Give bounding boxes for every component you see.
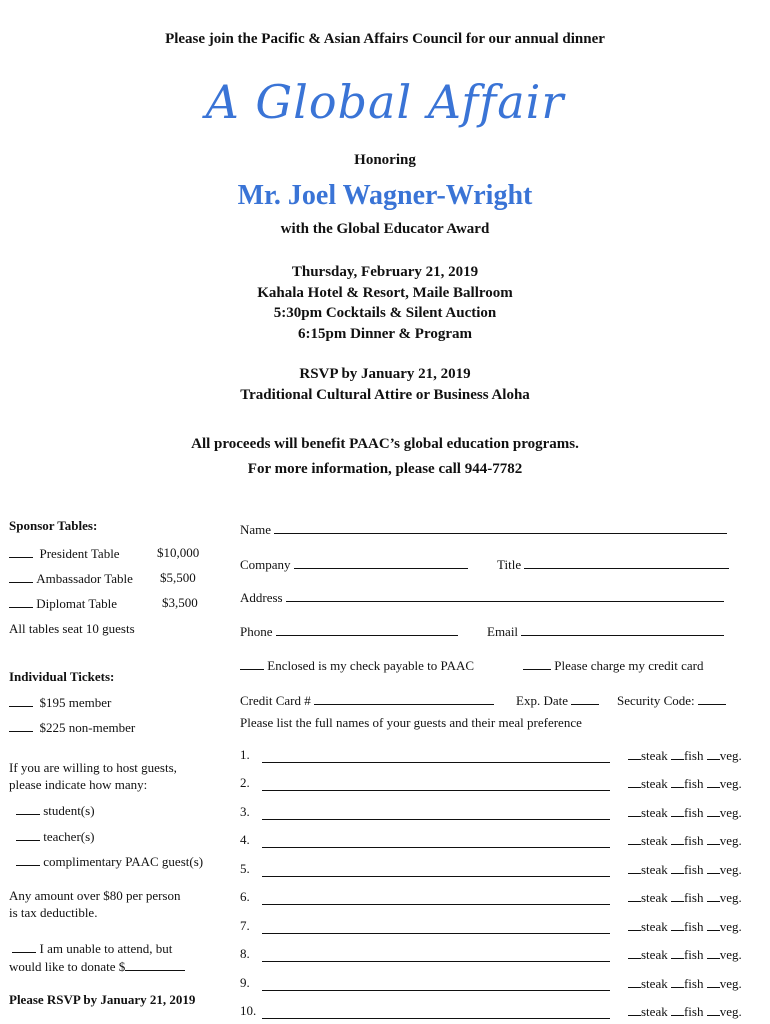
meal-checkbox[interactable] [707, 975, 720, 988]
meal-preference[interactable] [628, 775, 742, 792]
meal-checkbox[interactable] [707, 832, 720, 845]
company-label: Company [240, 557, 291, 572]
host-option[interactable] [16, 853, 203, 870]
sponsor-label: President Table [39, 546, 120, 561]
donate-amount-label: would like to donate $ [9, 959, 126, 974]
title-field[interactable] [497, 556, 729, 573]
sponsor-option[interactable] [9, 545, 120, 562]
sponsor-label: Diplomat Table [36, 596, 118, 611]
card-number-field[interactable] [240, 692, 494, 709]
host-prompt-2: please indicate how many: [9, 777, 148, 792]
email-field[interactable] [487, 623, 724, 640]
security-label: Security Code: [617, 693, 695, 708]
meal-preference[interactable] [628, 861, 742, 878]
ticket-option[interactable] [9, 719, 135, 736]
sponsor-price: $10,000 [157, 545, 200, 560]
event-title: A Global Affair [205, 75, 565, 129]
meal-checkbox[interactable] [671, 832, 684, 845]
check-option[interactable] [240, 657, 474, 674]
invite-line: Please join the Pacific & Asian Affairs Council for our annual dinner [165, 31, 605, 47]
meal-checkbox[interactable] [671, 775, 684, 788]
meal-label: veg. [719, 1004, 742, 1019]
meal-preference[interactable] [628, 946, 742, 963]
meal-label: steak [641, 776, 668, 791]
phone-label: Phone [240, 624, 273, 639]
meal-label: veg. [719, 919, 742, 934]
meal-checkbox[interactable] [628, 946, 641, 959]
guest-name-field[interactable] [262, 875, 610, 877]
meal-preference[interactable] [628, 1003, 742, 1020]
host-option[interactable] [16, 802, 95, 819]
meal-checkbox[interactable] [671, 804, 684, 817]
company-field[interactable] [240, 556, 468, 573]
host-option[interactable] [16, 828, 95, 845]
meal-label: veg. [719, 805, 742, 820]
meal-preference[interactable] [628, 975, 742, 992]
ticket-label: $195 member [39, 695, 112, 710]
host-label: student(s) [43, 803, 95, 818]
meal-label: steak [641, 1004, 668, 1019]
meal-label: veg. [719, 947, 742, 962]
donate-option[interactable] [9, 940, 172, 957]
meal-label: steak [641, 947, 668, 962]
sponsor-label: Ambassador Table [36, 571, 133, 586]
check-label: Enclosed is my check payable to PAAC [267, 658, 475, 673]
tax-note-2: is tax deductible. [9, 905, 98, 920]
meal-checkbox[interactable] [671, 975, 684, 988]
address-field[interactable] [240, 589, 724, 606]
meal-checkbox[interactable] [671, 861, 684, 874]
sponsor-heading: Sponsor Tables: [9, 518, 98, 533]
email-label: Email [487, 624, 519, 639]
guest-number: 2. [240, 775, 250, 790]
meal-checkbox[interactable] [707, 747, 720, 760]
meal-label: fish [683, 776, 704, 791]
meal-checkbox[interactable] [628, 861, 641, 874]
credit-option[interactable] [523, 657, 703, 674]
address-label: Address [240, 590, 283, 605]
seat-note: All tables seat 10 guests [9, 621, 135, 636]
event-cocktails: 5:30pm Cocktails & Silent Auction [273, 305, 497, 321]
guest-name-field[interactable] [262, 846, 610, 848]
meal-label: steak [641, 805, 668, 820]
guest-number: 1. [240, 747, 250, 762]
credit-label: Please charge my credit card [554, 658, 704, 673]
honoring-label: Honoring [354, 152, 416, 168]
ticket-label: $225 non-member [39, 720, 136, 735]
meal-label: veg. [719, 833, 742, 848]
guest-name-field[interactable] [262, 932, 610, 934]
guest-number: 8. [240, 946, 250, 961]
meal-checkbox[interactable] [671, 946, 684, 959]
meal-checkbox[interactable] [707, 889, 720, 902]
individual-heading: Individual Tickets: [9, 669, 115, 684]
security-code-field[interactable] [617, 692, 726, 709]
attire: Traditional Cultural Attire or Business Aloha [240, 386, 530, 403]
info-line: For more information, please call 944-7782 [247, 461, 523, 477]
rsvp-note: Please RSVP by January 21, 2019 [9, 992, 196, 1007]
phone-field[interactable] [240, 623, 458, 640]
proceeds-info [0, 432, 770, 482]
honoree-name: Mr. Joel Wagner-Wright [237, 180, 533, 211]
meal-label: fish [683, 919, 704, 934]
meal-checkbox[interactable] [628, 747, 641, 760]
meal-label: fish [683, 805, 704, 820]
guest-number: 9. [240, 975, 250, 990]
meal-label: veg. [719, 862, 742, 877]
meal-checkbox[interactable] [628, 918, 641, 931]
meal-checkbox[interactable] [671, 918, 684, 931]
meal-preference[interactable] [628, 889, 742, 906]
meal-checkbox[interactable] [671, 1003, 684, 1016]
event-date: Thursday, February 21, 2019 [291, 264, 479, 280]
meal-checkbox[interactable] [628, 804, 641, 817]
name-field[interactable] [240, 521, 727, 538]
exp-label: Exp. Date [516, 693, 568, 708]
donate-amount[interactable] [9, 958, 185, 975]
meal-label: steak [641, 976, 668, 991]
title-label: Title [497, 557, 522, 572]
meal-checkbox[interactable] [628, 1003, 641, 1016]
meal-label: steak [641, 919, 668, 934]
rsvp-info [0, 364, 770, 405]
meal-label: fish [683, 890, 704, 905]
donate-label: I am unable to attend, but [39, 941, 173, 956]
meal-label: fish [683, 862, 704, 877]
meal-label: steak [641, 748, 668, 763]
meal-checkbox[interactable] [628, 775, 641, 788]
guest-number: 4. [240, 832, 250, 847]
meal-preference[interactable] [628, 918, 742, 935]
guest-name-field[interactable] [262, 989, 610, 991]
meal-checkbox[interactable] [707, 804, 720, 817]
guest-number: 3. [240, 804, 250, 819]
meal-label: fish [683, 947, 704, 962]
meal-label: veg. [719, 776, 742, 791]
guest-name-field[interactable] [262, 903, 610, 905]
meal-label: veg. [719, 748, 742, 763]
meal-checkbox[interactable] [628, 832, 641, 845]
ticket-option[interactable] [9, 694, 111, 711]
meal-preference[interactable] [628, 804, 742, 821]
name-label: Name [240, 522, 272, 537]
meal-preference[interactable] [628, 747, 742, 764]
meal-checkbox[interactable] [628, 889, 641, 902]
meal-checkbox[interactable] [671, 747, 684, 760]
rsvp-date: RSVP by January 21, 2019 [299, 366, 471, 382]
meal-checkbox[interactable] [707, 861, 720, 874]
card-label: Credit Card # [240, 693, 311, 708]
sponsor-option[interactable] [9, 570, 133, 587]
guest-number: 6. [240, 889, 250, 904]
host-label: complimentary PAAC guest(s) [43, 854, 204, 869]
meal-label: fish [683, 833, 704, 848]
guest-name-field[interactable] [262, 960, 610, 962]
meal-checkbox[interactable] [707, 1003, 720, 1016]
meal-label: steak [641, 862, 668, 877]
guests-instruction: Please list the full names of your guests and their meal preference [240, 715, 582, 730]
event-details [0, 262, 770, 344]
meal-preference[interactable] [628, 832, 742, 849]
meal-label: steak [641, 833, 668, 848]
event-venue: Kahala Hotel & Resort, Maile Ballroom [257, 284, 513, 301]
award-line: with the Global Educator Award [280, 221, 490, 237]
meal-label: veg. [719, 976, 742, 991]
meal-checkbox[interactable] [707, 946, 720, 959]
event-dinner: 6:15pm Dinner & Program [297, 325, 472, 342]
meal-checkbox[interactable] [707, 775, 720, 788]
sponsor-price: $5,500 [160, 570, 196, 585]
meal-label: fish [683, 748, 704, 763]
meal-checkbox[interactable] [671, 889, 684, 902]
guest-name-field[interactable] [262, 1017, 610, 1019]
guest-name-field[interactable] [262, 789, 610, 791]
guest-number: 10. [240, 1003, 257, 1018]
meal-label: fish [683, 1004, 704, 1019]
host-label: teacher(s) [43, 829, 95, 844]
guest-name-field[interactable] [262, 761, 610, 763]
meal-checkbox[interactable] [628, 975, 641, 988]
sponsor-option[interactable] [9, 595, 117, 612]
meal-label: fish [683, 976, 704, 991]
guest-number: 7. [240, 918, 250, 933]
host-prompt-1: If you are willing to host guests, [9, 760, 177, 775]
meal-checkbox[interactable] [707, 918, 720, 931]
meal-label: steak [641, 890, 668, 905]
sponsor-price: $3,500 [162, 595, 198, 610]
proceeds-line: All proceeds will benefit PAAC’s global education programs. [191, 436, 579, 452]
guest-name-field[interactable] [262, 818, 610, 820]
guest-number: 5. [240, 861, 250, 876]
meal-label: veg. [719, 890, 742, 905]
tax-note-1: Any amount over $80 per person [9, 888, 181, 903]
exp-date-field[interactable] [516, 692, 599, 709]
